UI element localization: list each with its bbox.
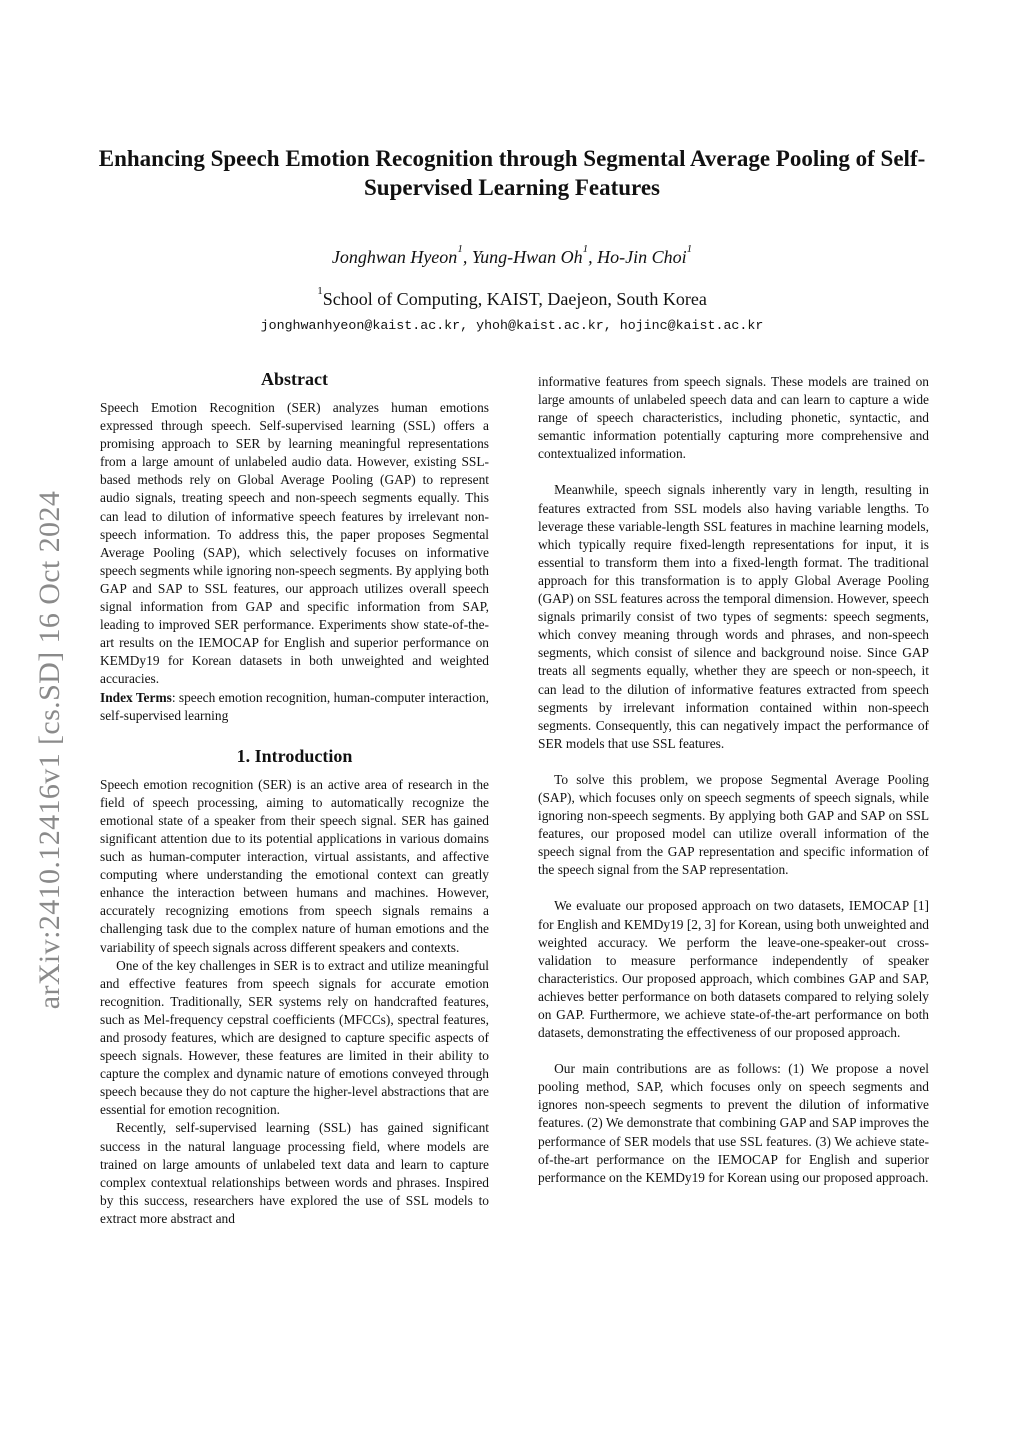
affiliation-mark: 1 xyxy=(317,285,323,297)
author-name: Ho-Jin Choi xyxy=(597,247,687,267)
body-paragraph: Recently, self-supervised learning (SSL) has gained significant success in the natural language processing field, where models are trained on large amounts of unlabeled text data and learn to capture complex contextual relationships between words and phrases. Inspired by this success, researchers have explored the use of SSL models to extract more abstract and xyxy=(100,1120,489,1226)
affiliation-mark: 1 xyxy=(457,243,463,255)
body-paragraph: Our main contributions are as follows: (1) We propose a novel pooling method, SAP, which focuses only on speech segments and ignores non-speech segments to prevent the dilution of informative features. (2) We demonstrate that combining GAP and SAP improves the performance of SER models that use SSL features. (3) We achieve state-of-the-art performance on the IEMOCAP for English and superior performance on the KEMDy19 for Korean using our proposed approach. xyxy=(538,1061,929,1185)
abstract-text: Speech Emotion Recognition (SER) analyzes human emotions expressed through speech. Self-supervised learning (SSL) offers a promising approach to SER by learning meaningful representations from a large amount of unlabeled audio data. However, existing SSL-based methods rely on Global Average Pooling (GAP) to represent audio signals, treating speech and non-speech segments equally. This can lead to dilution of informative speech features by irrelevant non-speech information. To address this, the paper proposes Segmental Average Pooling (SAP), which selectively focuses on informative speech segments while ignoring non-speech segments. By applying both GAP and SAP to SSL features, our approach utilizes overall speech signal information from GAP and specific information from SAP, leading to improved SER performance. Experiments show state-of-the-art results on the IEMOCAP for English and superior performance on KEMDy19 for Korean datasets in both unweighted and weighted accuracies. xyxy=(100,400,489,687)
left-column xyxy=(100,368,489,1228)
body-paragraph: Speech emotion recognition (SER) is an active area of research in the field of speech processing, aiming to automatically recognize the emotional state of a speaker from their speech signal. SER has gained significant attention due to its potential applications in various domains such as human-computer interaction, virtual assistants, and affective computing where understanding the emotional context can greatly enhance the interaction between humans and machines. However, accurately recognizing emotions from speech signals remains a challenging task due to the complex nature of human emotions and the variability of speech signals across different speakers and contexts. xyxy=(100,776,489,955)
body-paragraph: informative features from speech signals. These models are trained on large amounts of unlabeled speech data and can learn to capture a wide range of speech characteristics, including phonetic, syntactic, and semantic information potentially capturing more comprehensive and contextualized information. xyxy=(538,374,929,462)
introduction-heading: 1. Introduction xyxy=(236,745,353,766)
body-paragraph: Meanwhile, speech signals inherently vary in length, resulting in features extracted from SSL models also having variable lengths. To leverage these variable-length SSL features in machine learning models, which typically require fixed-length representations for input, it is essential to transform them into a fixed-length format. The traditional approach for this transformation is to apply Global Average Pooling (GAP) on SSL features across the temporal dimension. However, speech signals primarily consist of two types of segments: speech segments, which convey meaning through words and phrases, and non-speech segments, which consist of silence and background noise. Since GAP treats all segments equally, whether they are speech or non-speech, it can lead to the dilution of informative features extracted from speech segments by irrelevant information contained within non-speech segments. Consequently, this can negatively impact the performance of SER models that use SSL features. xyxy=(538,482,929,751)
author-name: Yung-Hwan Oh xyxy=(471,247,583,267)
abstract-heading: Abstract xyxy=(261,369,328,389)
author-emails: jonghwanhyeon@kaist.ac.kr, yhoh@kaist.ac.kr, hojinc@kaist.ac.kr xyxy=(260,318,764,333)
index-terms-text: : speech emotion recognition, human-computer interaction, self-supervised learning xyxy=(100,689,489,723)
author-list: Jonghwan Hyeon$^1$, Yung-Hwan Oh$^1$, Ho-Jin Choi$^1$ xyxy=(331,243,693,267)
right-column xyxy=(538,373,929,1187)
paper-title: Enhancing Speech Emotion Recognition through Segmental Average Pooling of Self-Supervised Learning Features xyxy=(98,146,926,200)
arxiv-identifier: arXiv:2410.12416v1 [cs.SD] 16 Oct 2024 xyxy=(33,490,66,1010)
affiliation xyxy=(90,285,934,310)
author-name: Jonghwan Hyeon xyxy=(331,247,458,267)
body-paragraph: We evaluate our proposed approach on two datasets, IEMOCAP [1] for English and KEMDy19 [2, 3] for Korean, using both unweighted and weighted accuracy. We perform the leave-one-speaker-out cross-validation to measure performance independently of speaker characteristics. Our proposed approach, which combines GAP and SAP, achieves better performance on both datasets compared to relying solely on GAP. Furthermore, we achieve state-of-the-art performance on both datasets, demonstrating the effectiveness of our proposed approach. xyxy=(538,898,929,1041)
body-paragraph: To solve this problem, we propose Segmental Average Pooling (SAP), which focuses only on speech segments of speech signals, while ignoring non-speech segments. By applying both GAP and SAP on SSL features, our proposed model can utilize overall information of the speech signal from the GAP representation and specific information of the speech signal from the SAP representation. xyxy=(538,771,929,878)
affiliation-mark: 1 xyxy=(686,243,693,255)
index-terms xyxy=(100,689,489,725)
index-terms-label: Index Terms xyxy=(100,689,172,705)
body-paragraph: One of the key challenges in SER is to extract and utilize meaningful and effective features from speech signals for accurate emotion recognition. Traditionally, SER systems rely on handcrafted features, such as Mel-frequency cepstral coefficients (MFCCs), spectral features, and prosody features, which are designed to capture specific aspects of speech signals. However, these features are limited in their ability to capture the complex and dynamic nature of emotions conveyed through speech because they do not capture the higher-level abstractions that are essential for emotion recognition. xyxy=(100,957,489,1118)
affiliation-text: School of Computing, KAIST, Daejeon, South Korea xyxy=(322,289,707,309)
affiliation-mark: 1 xyxy=(582,243,589,255)
